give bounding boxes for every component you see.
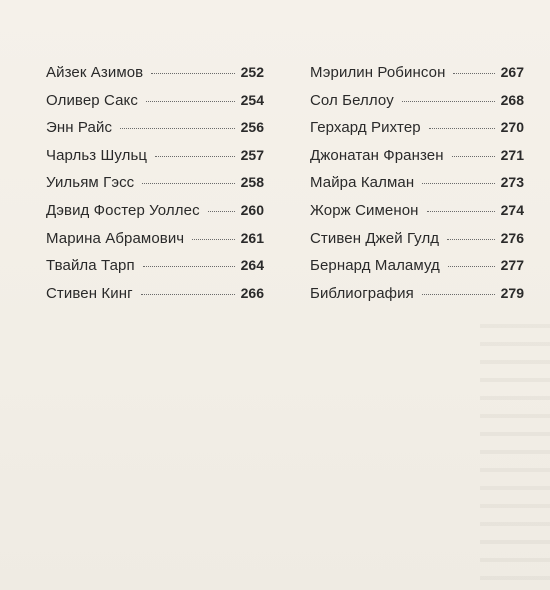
- toc-entry: [310, 202, 524, 230]
- dot-leader: [427, 211, 495, 212]
- toc-entry: [46, 230, 264, 258]
- dot-leader: [402, 101, 495, 102]
- toc-entry-page: 261: [240, 229, 264, 246]
- toc-entry-name: Айзек Азимов: [46, 64, 144, 81]
- toc-entry: [46, 174, 264, 202]
- toc-entry: [46, 285, 264, 313]
- toc-entry: [310, 257, 524, 285]
- toc-entry-page: 274: [500, 201, 524, 218]
- dot-leader: [155, 156, 235, 157]
- toc-entry-name: Уильям Гэсс: [46, 174, 135, 192]
- dot-leader: [452, 156, 495, 157]
- toc-entry: [46, 64, 264, 92]
- toc-entry-name: Энн Райс: [46, 119, 113, 137]
- dot-leader: [422, 294, 495, 295]
- toc-entry: [46, 202, 264, 230]
- toc-entry-name: Твайла Тарп: [46, 257, 135, 275]
- toc-entry-page: 279: [500, 284, 524, 301]
- toc-entry: [310, 230, 524, 258]
- toc-entry: [310, 174, 524, 202]
- dot-leader: [146, 101, 235, 102]
- show-through-texture: [480, 310, 550, 590]
- dot-leader: [422, 183, 494, 184]
- toc-entry-name: Сол Беллоу: [310, 91, 394, 109]
- dot-leader: [448, 266, 495, 267]
- dot-leader: [429, 128, 495, 129]
- dot-leader: [120, 128, 235, 129]
- toc-entry-name: Жорж Сименон: [310, 201, 419, 219]
- toc-entry-name: Оливер Сакс: [46, 91, 138, 109]
- toc-entry-page: 254: [240, 91, 264, 108]
- toc-entry-page: 277: [500, 257, 524, 274]
- dot-leader: [151, 73, 234, 74]
- dot-leader: [447, 239, 494, 240]
- toc-entry-name: Мэрилин Робинсон: [310, 64, 446, 81]
- toc-entry: [310, 119, 524, 147]
- toc-entry-page: 270: [500, 119, 524, 136]
- dot-leader: [141, 294, 235, 295]
- toc-entry-name: Стивен Кинг: [46, 284, 133, 302]
- toc-entry: [46, 147, 264, 175]
- toc-entry-page: 258: [240, 174, 264, 191]
- toc-entry: [310, 147, 524, 175]
- toc-entry-page: 256: [240, 119, 264, 136]
- toc-entry-page: 271: [500, 146, 524, 163]
- toc-entry-name: Бернард Маламуд: [310, 257, 440, 275]
- toc-entry-name: Чарльз Шульц: [46, 146, 148, 164]
- toc-entry-page: 257: [240, 146, 264, 163]
- toc-entry: [46, 257, 264, 285]
- toc-entry-page: 260: [240, 201, 264, 218]
- dot-leader: [208, 211, 235, 212]
- toc-entry: [310, 64, 524, 92]
- toc-entry-page: 266: [240, 284, 264, 301]
- toc-entry-name: Майра Калман: [310, 174, 415, 192]
- toc-entry-page: 273: [500, 174, 524, 191]
- toc-entry-page: 267: [500, 64, 524, 80]
- toc-entry: [46, 119, 264, 147]
- toc-column-right: [310, 64, 524, 312]
- toc-entry-page: 252: [240, 64, 264, 80]
- toc-entry-name: Стивен Джей Гулд: [310, 229, 440, 247]
- toc-entry-name: Джонатан Франзен: [310, 146, 444, 164]
- dot-leader: [143, 266, 235, 267]
- toc-entry: [310, 285, 524, 313]
- dot-leader: [142, 183, 234, 184]
- toc-entry-name: Марина Абрамович: [46, 229, 185, 247]
- dot-leader: [192, 239, 234, 240]
- dot-leader: [453, 73, 494, 74]
- toc-entry-name: Герхард Рихтер: [310, 119, 421, 137]
- toc-entry-page: 268: [500, 91, 524, 108]
- toc-entry-name: Дэвид Фостер Уоллес: [46, 201, 200, 219]
- toc-entry-name: Библиография: [310, 284, 414, 302]
- toc-entry: [46, 92, 264, 120]
- toc-entry-page: 276: [500, 229, 524, 246]
- toc-entry-page: 264: [240, 257, 264, 274]
- toc-column-left: [46, 64, 264, 312]
- toc-entry: [310, 92, 524, 120]
